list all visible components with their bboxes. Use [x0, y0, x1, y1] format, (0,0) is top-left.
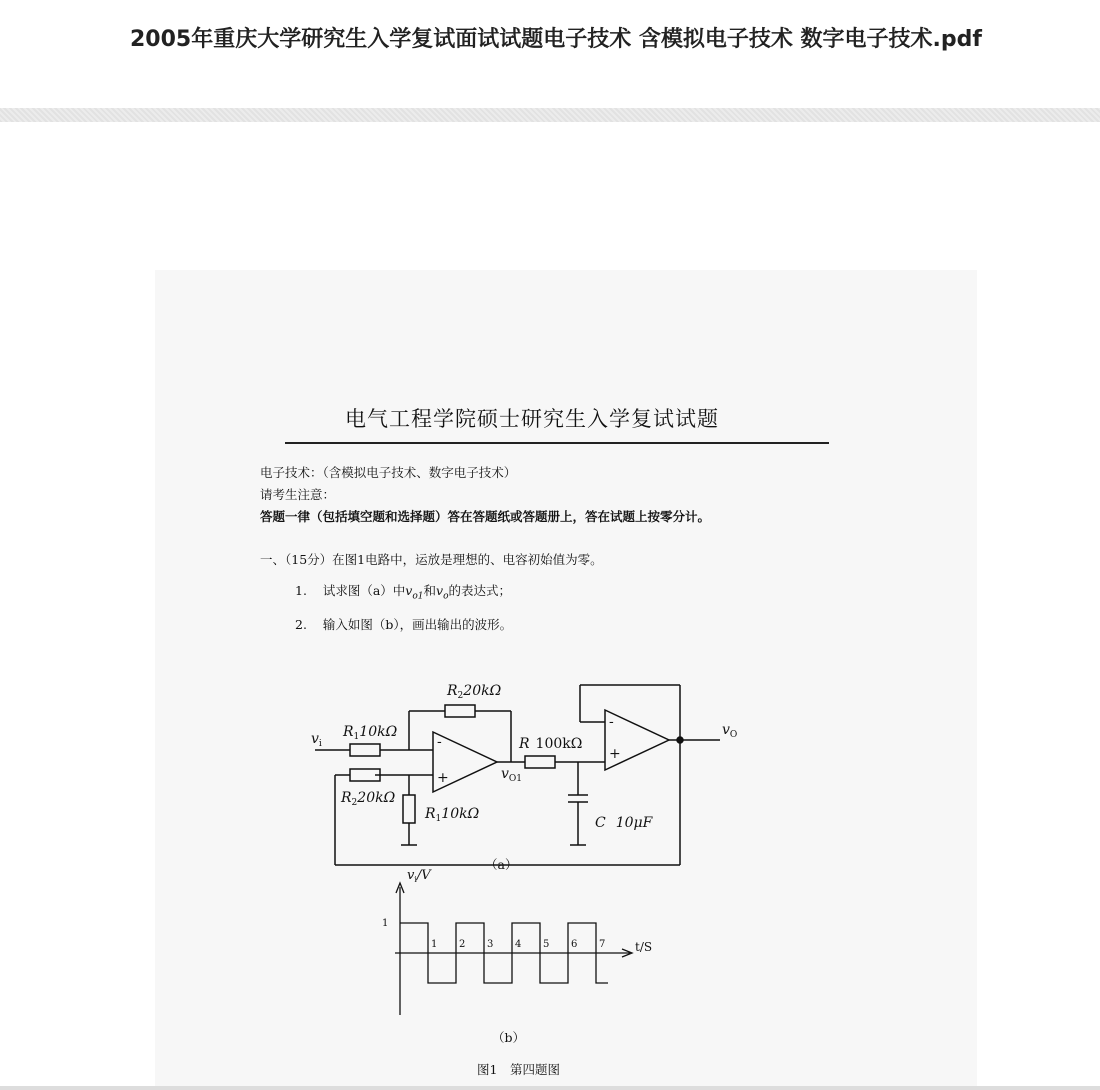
circuit-diagram	[295, 640, 855, 870]
label-vi-sub: i	[318, 739, 322, 749]
waveform-tick-label: 2	[459, 939, 466, 950]
svg-text:vi	[311, 731, 322, 749]
opamp-2-minus: -	[609, 714, 614, 730]
label-r2-bottom-sub: 2	[351, 798, 358, 808]
subject-line: 电子技术：（含模拟电子技术、数字电子技术）	[260, 465, 517, 480]
opamp-2-plus: +	[609, 746, 621, 762]
item-1-number: 1.	[295, 583, 307, 598]
label-r1-input-val: 10kΩ	[359, 724, 398, 740]
label-vi: v	[311, 731, 319, 747]
svg-text:R220kΩ	[446, 683, 502, 701]
waveform-tick-label: 1	[431, 939, 438, 950]
question-1: 一、（15分）在图1电路中，运放是理想的、电容初始值为零。	[260, 552, 603, 567]
item-1-tail: 的表达式；	[448, 583, 512, 598]
label-r2-top-val: 20kΩ	[463, 683, 502, 699]
svg-text:C10μF	[595, 815, 654, 831]
waveform-ylabel-sub: i	[414, 875, 417, 884]
svg-text:vi/V	[407, 868, 432, 884]
item-1-var-vo1-sub: o1	[412, 591, 424, 602]
label-r2-bottom-val: 20kΩ	[357, 790, 396, 806]
label-r2-bottom: R	[341, 790, 352, 806]
caption-a: （a）	[485, 857, 518, 872]
svg-text:vO1	[501, 766, 522, 784]
label-c: C	[595, 815, 606, 831]
svg-text:R220kΩ	[340, 790, 396, 808]
opamp-1-plus: +	[437, 770, 449, 786]
label-vo1: v	[501, 766, 509, 782]
item-1-var-vo1: v	[405, 583, 413, 598]
waveform-ylabel-unit: /V	[416, 868, 431, 883]
label-r1-input-sub: 1	[353, 732, 360, 742]
item-1-and: 和	[423, 583, 437, 598]
waveform-diagram	[382, 865, 653, 1025]
pdf-viewer[interactable]	[0, 122, 1100, 1090]
label-r1-ground-val: 10kΩ	[441, 806, 480, 822]
resistor-r1-ground	[403, 795, 415, 823]
pdf-page	[155, 270, 977, 1090]
item-2-text: 输入如图（b），画出输出的波形。	[322, 617, 513, 632]
label-r-val: 100kΩ	[535, 736, 583, 752]
caption-b: （b）	[492, 1030, 526, 1045]
label-vo-sub: O	[729, 730, 738, 740]
label-r: R	[519, 736, 530, 752]
junction-dot	[677, 737, 683, 743]
label-r2-top-sub: 2	[457, 691, 464, 701]
notice-text: 答题一律（包括填空题和选择题）答在答题纸或答题册上，答在试题上按零分计。	[260, 509, 711, 524]
svg-text:R110kΩ	[424, 806, 480, 824]
exam-heading: 电气工程学院硕士研究生入学复试试题	[345, 407, 719, 431]
label-r2-top: R	[447, 683, 458, 699]
svg-text:R100kΩ	[518, 736, 582, 752]
waveform-tick-label: 5	[543, 939, 550, 950]
item-1	[295, 581, 511, 602]
notice-label: 请考生注意：	[260, 487, 336, 502]
toolbar-divider	[0, 108, 1100, 122]
item-2	[295, 615, 512, 633]
label-r1-input: R	[343, 724, 354, 740]
waveform-ylabel: v	[407, 868, 415, 883]
item-1-var-vo-sub: o	[443, 591, 449, 602]
waveform-tick-label: 7	[599, 939, 606, 950]
waveform-xlabel: t/S	[635, 940, 653, 954]
label-r1-ground-sub: 1	[435, 814, 442, 824]
resistor-r2-feedback	[445, 705, 475, 717]
waveform-tick-label: 4	[515, 939, 522, 950]
waveform-tick-label: 6	[571, 939, 578, 950]
figure-caption: 图1 第四题图	[477, 1062, 560, 1077]
label-r1-ground: R	[425, 806, 436, 822]
item-1-var-vo: v	[436, 583, 444, 598]
svg-text:vO	[722, 722, 737, 740]
label-c-val: 10μF	[615, 815, 653, 831]
waveform-tick-label: 3	[487, 939, 494, 950]
title-bar	[0, 0, 1100, 108]
document-title: 2005年重庆大学研究生入学复试面试试题电子技术 含模拟电子技术 数字电子技术.pdf	[130, 27, 982, 52]
svg-text:R110kΩ	[342, 724, 398, 742]
item-1-text: 试求图（a）中	[322, 583, 406, 598]
waveform-level-label: 1	[382, 918, 389, 929]
bottom-scrollbar[interactable]	[0, 1086, 1100, 1090]
heading-rule	[285, 442, 829, 444]
opamp-1-minus: -	[437, 734, 442, 750]
resistor-r1-input	[350, 744, 380, 756]
resistor-r-100k	[525, 756, 555, 768]
item-2-number: 2.	[295, 617, 307, 632]
label-vo1-sub: O1	[508, 774, 523, 784]
label-vo: v	[722, 722, 730, 738]
